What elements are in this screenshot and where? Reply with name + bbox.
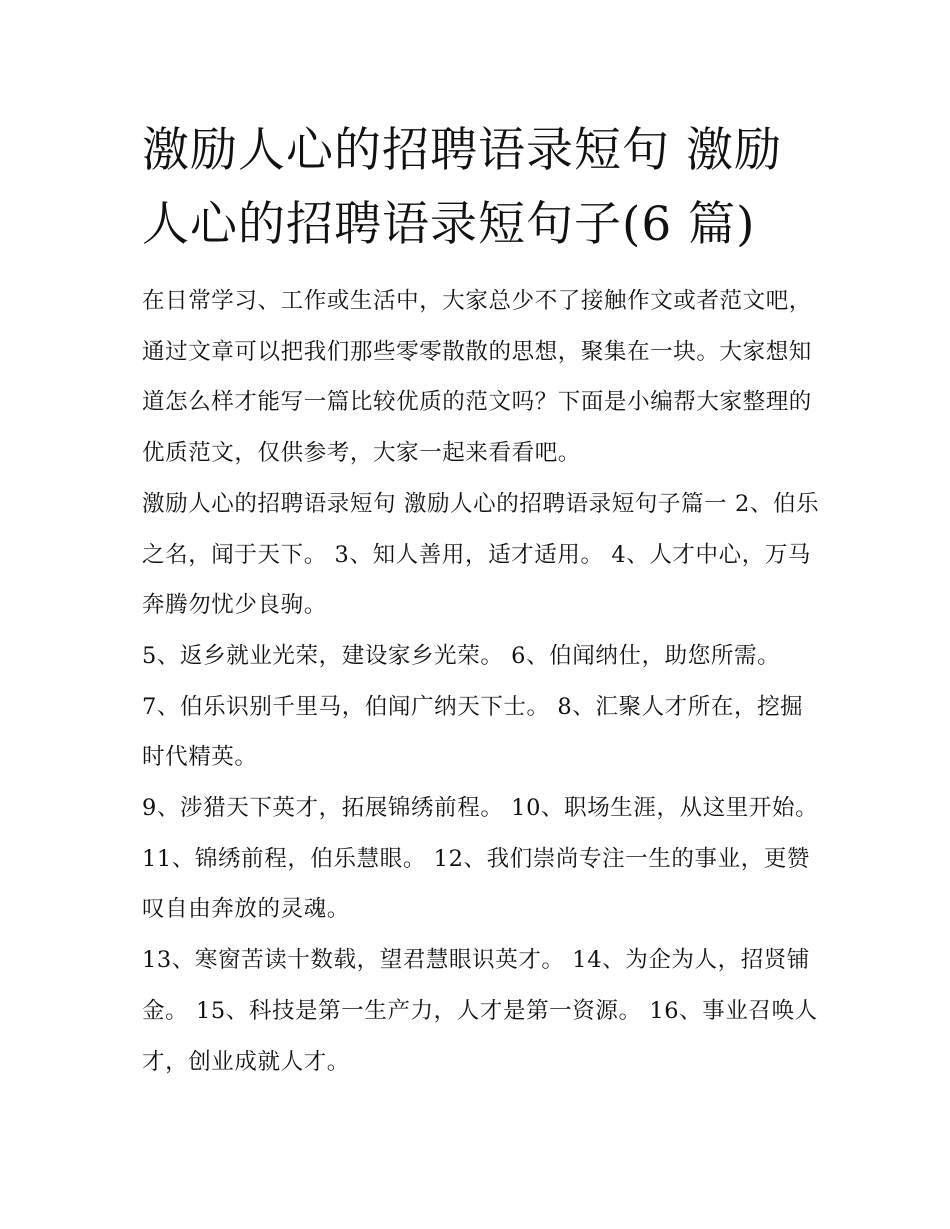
paragraph-quotes-3: 9、涉猎天下英才，拓展锦绣前程。 10、职场生涯，从这里开始。 11、锦绣前程，伯乐慧眼。 12、我们崇尚专注一生的事业，更赞叹自由奔放的灵魂。: [142, 795, 819, 923]
document-title: 激励人心的招聘语录短句 激励人心的招聘语录短句子(6 篇): [142, 123, 782, 252]
paragraph-intro: 在日常学习、工作或生活中，大家总少不了接触作文或者范文吧，通过文章可以把我们那些零零散散的思想，聚集在一块。大家想知道怎么样才能写一篇比较优质的范文吗？下面是小编帮大家整理的优质范文，仅供参考，大家一起来看看吧。: [142, 288, 812, 467]
paragraph-quotes-2: 5、返乡就业光荣，建设家乡光荣。 6、伯闻纳仕，助您所需。 7、伯乐识别千里马，伯闻广纳天下士。 8、汇聚人才所在，挖掘时代精英。: [142, 642, 804, 771]
document-content: [142, 114, 822, 1087]
paragraph-quotes-4: 13、寒窗苦读十数载，望君慧眼识英才。 14、为企为人，招贤铺金。 15、科技是第一生产力，人才是第一资源。 16、事业召唤人才，创业成就人才。: [142, 947, 818, 1075]
paragraph-quotes-1: 激励人心的招聘语录短句 激励人心的招聘语录短句子篇一 2、伯乐之名，闻于天下。 3、知人善用，适才适用。 4、人才中心，万马奔腾勿忧少良驹。: [142, 490, 820, 619]
